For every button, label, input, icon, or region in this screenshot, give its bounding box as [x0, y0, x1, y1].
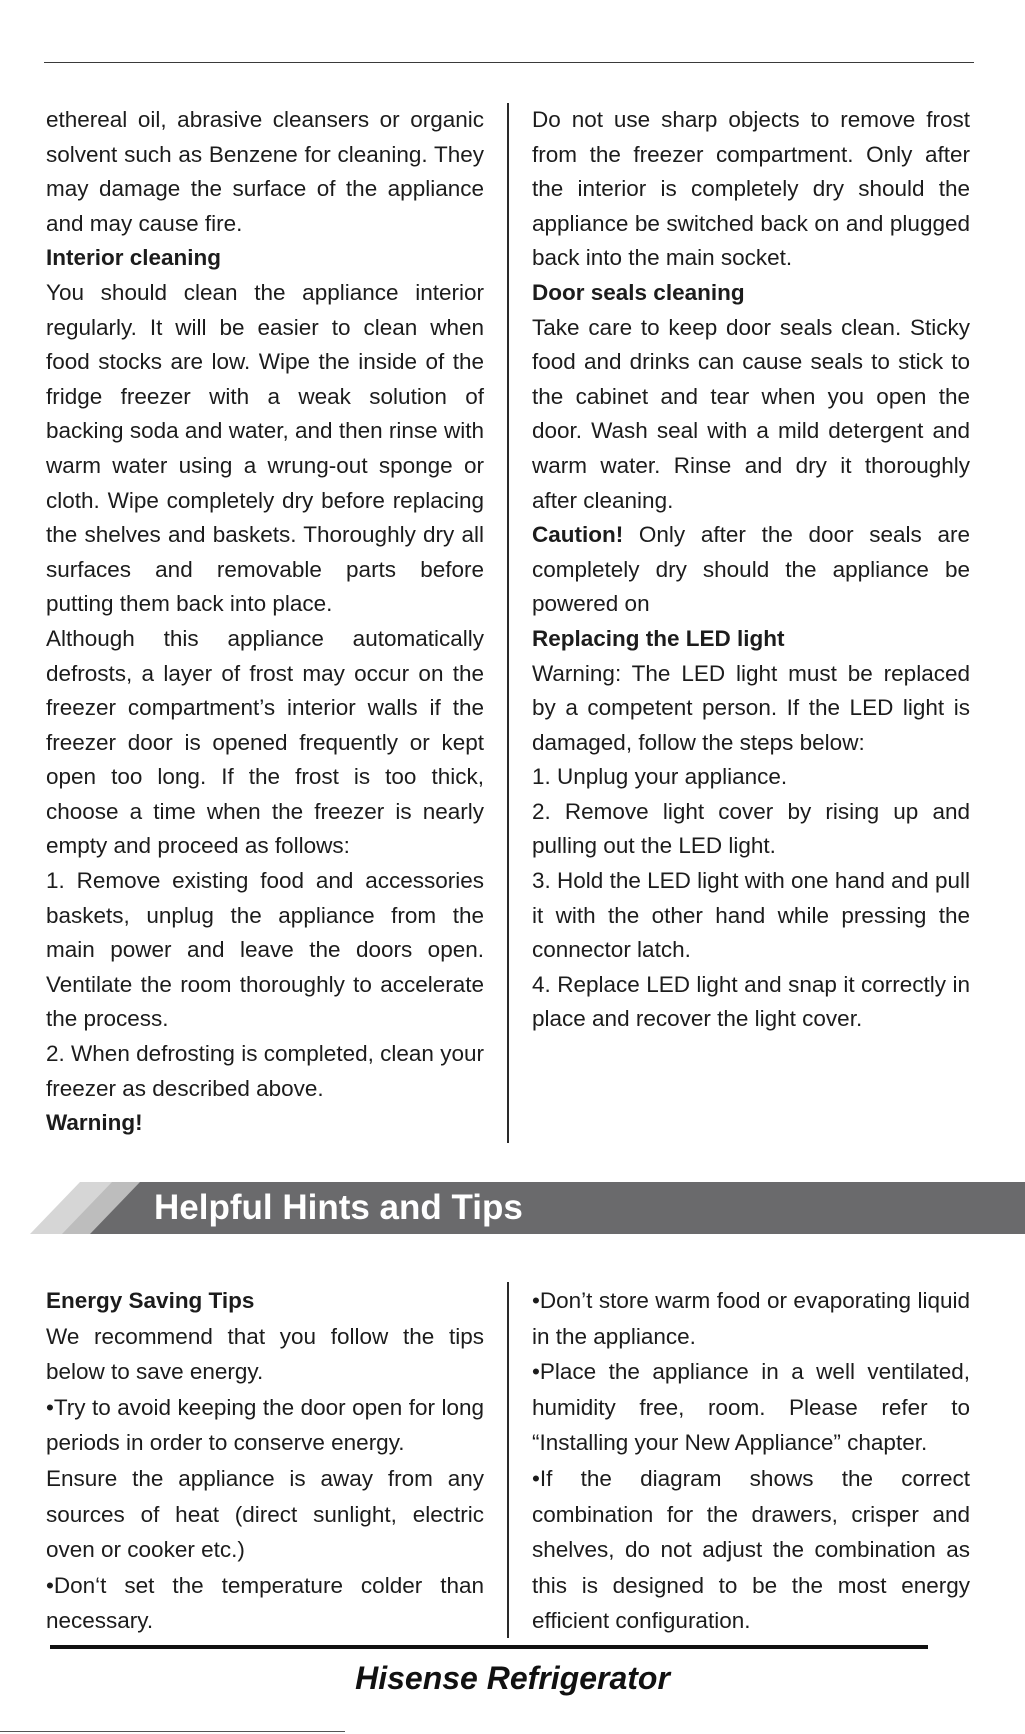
defrost-step-1: 1. Remove existing food and accessories baskets, unplug the appliance from the main power and leave the doors open. Ventilate the room thoroughly to accelerate the process.: [46, 868, 484, 1032]
energy-tip-ventilation: •Place the appliance in a well ventilated, humidity free, room. Please refer to “Installing your New Appliance” chapter.: [532, 1359, 970, 1456]
defrost-paragraph: Although this appliance automatically defrosts, a layer of frost may occur on the freezer compartment’s interior walls if the freezer door is opened frequently or kept open too long. If the frost is too thick, choose a time when the freezer is nearly empty and proceed as follows:: [46, 625, 484, 859]
top-rule: [44, 62, 974, 63]
led-step-2: 2. Remove light cover by rising up and pulling out the LED light.: [532, 798, 970, 859]
led-step-3: 3. Hold the LED light with one hand and pull it with the other hand while pressing the connector latch.: [532, 868, 970, 963]
cleaning-right-column: [532, 103, 970, 1037]
caution-paragraph: [532, 518, 970, 622]
cleaning-left-column: [46, 103, 484, 1141]
energy-right-column: [532, 1283, 970, 1639]
energy-tip-warm-food: •Don’t store warm food or evaporating liquid in the appliance.: [532, 1288, 970, 1349]
page-bottom-rule: [0, 1731, 345, 1732]
energy-saving-heading: Energy Saving Tips: [46, 1288, 255, 1313]
interior-cleaning-heading: Interior cleaning: [46, 245, 222, 271]
energy-tip-combination: •If the diagram shows the correct combination for the drawers, crisper and shelves, do not adjust the combination as this is designed to be the most energy efficient configuration.: [532, 1465, 970, 1634]
defrost-step-2: 2. When defrosting is completed, clean your freezer as described above.: [46, 1041, 484, 1101]
led-step-1: 1. Unplug your appliance.: [532, 764, 788, 790]
led-warning-paragraph: Warning: The LED light must be replaced by a competent person. If the LED light is damaged, follow the steps below:: [532, 660, 970, 755]
energy-tip-door: •Try to avoid keeping the door open for long periods in order to conserve energy.: [46, 1394, 484, 1456]
footer-brand: Hisense Refrigerator: [355, 1660, 670, 1696]
door-seals-heading: Door seals cleaning: [532, 279, 745, 305]
caution-text: Only after the door seals are completely dry should the appliance be powered on: [532, 522, 970, 617]
led-step-4: 4. Replace LED light and snap it correctly in place and recover the light cover.: [532, 971, 970, 1032]
door-seals-paragraph: Take care to keep door seals clean. Sticky food and drinks can cause seals to stick to the cabinet and tear when you open the door. Wash seal with a mild detergent and warm water. Rinse and dry it thoroughly after cleaning.: [532, 314, 970, 513]
energy-tip-heat: Ensure the appliance is away from any sources of heat (direct sunlight, electric oven or cooker etc.): [46, 1465, 484, 1563]
energy-tip-temperature: •Don‘t set the temperature colder than necessary.: [46, 1572, 484, 1634]
energy-left-column: [46, 1283, 484, 1639]
column-divider: [507, 103, 509, 1143]
energy-intro: We recommend that you follow the tips below to save energy.: [46, 1323, 484, 1385]
footer-rule: [50, 1645, 928, 1649]
cleaning-warning-continued: ethereal oil, abrasive cleansers or organic solvent such as Benzene for cleaning. They may damage the surface of the appliance and may cause fire.: [46, 107, 484, 236]
section-title: Helpful Hints and Tips: [154, 1188, 523, 1227]
section-banner: [0, 1182, 1025, 1234]
warning-heading: Warning!: [46, 1110, 143, 1136]
sharp-objects-paragraph: Do not use sharp objects to remove frost from the freezer compartment. Only after the interior is completely dry should the appliance be switched back on and plugged back into the main socket.: [532, 107, 970, 271]
caution-label: Caution!: [532, 522, 624, 548]
interior-cleaning-paragraph: You should clean the appliance interior regularly. It will be easier to clean when food stocks are low. Wipe the inside of the fridge freezer with a weak solution of backing soda and water, and then rinse with warm water using a wrung-out sponge or cloth. Wipe completely dry before replacing the shelves and baskets. Thoroughly dry all surfaces and removable parts before putting them back into place.: [46, 279, 484, 617]
column-divider: [507, 1282, 509, 1638]
led-heading: Replacing the LED light: [532, 625, 785, 651]
